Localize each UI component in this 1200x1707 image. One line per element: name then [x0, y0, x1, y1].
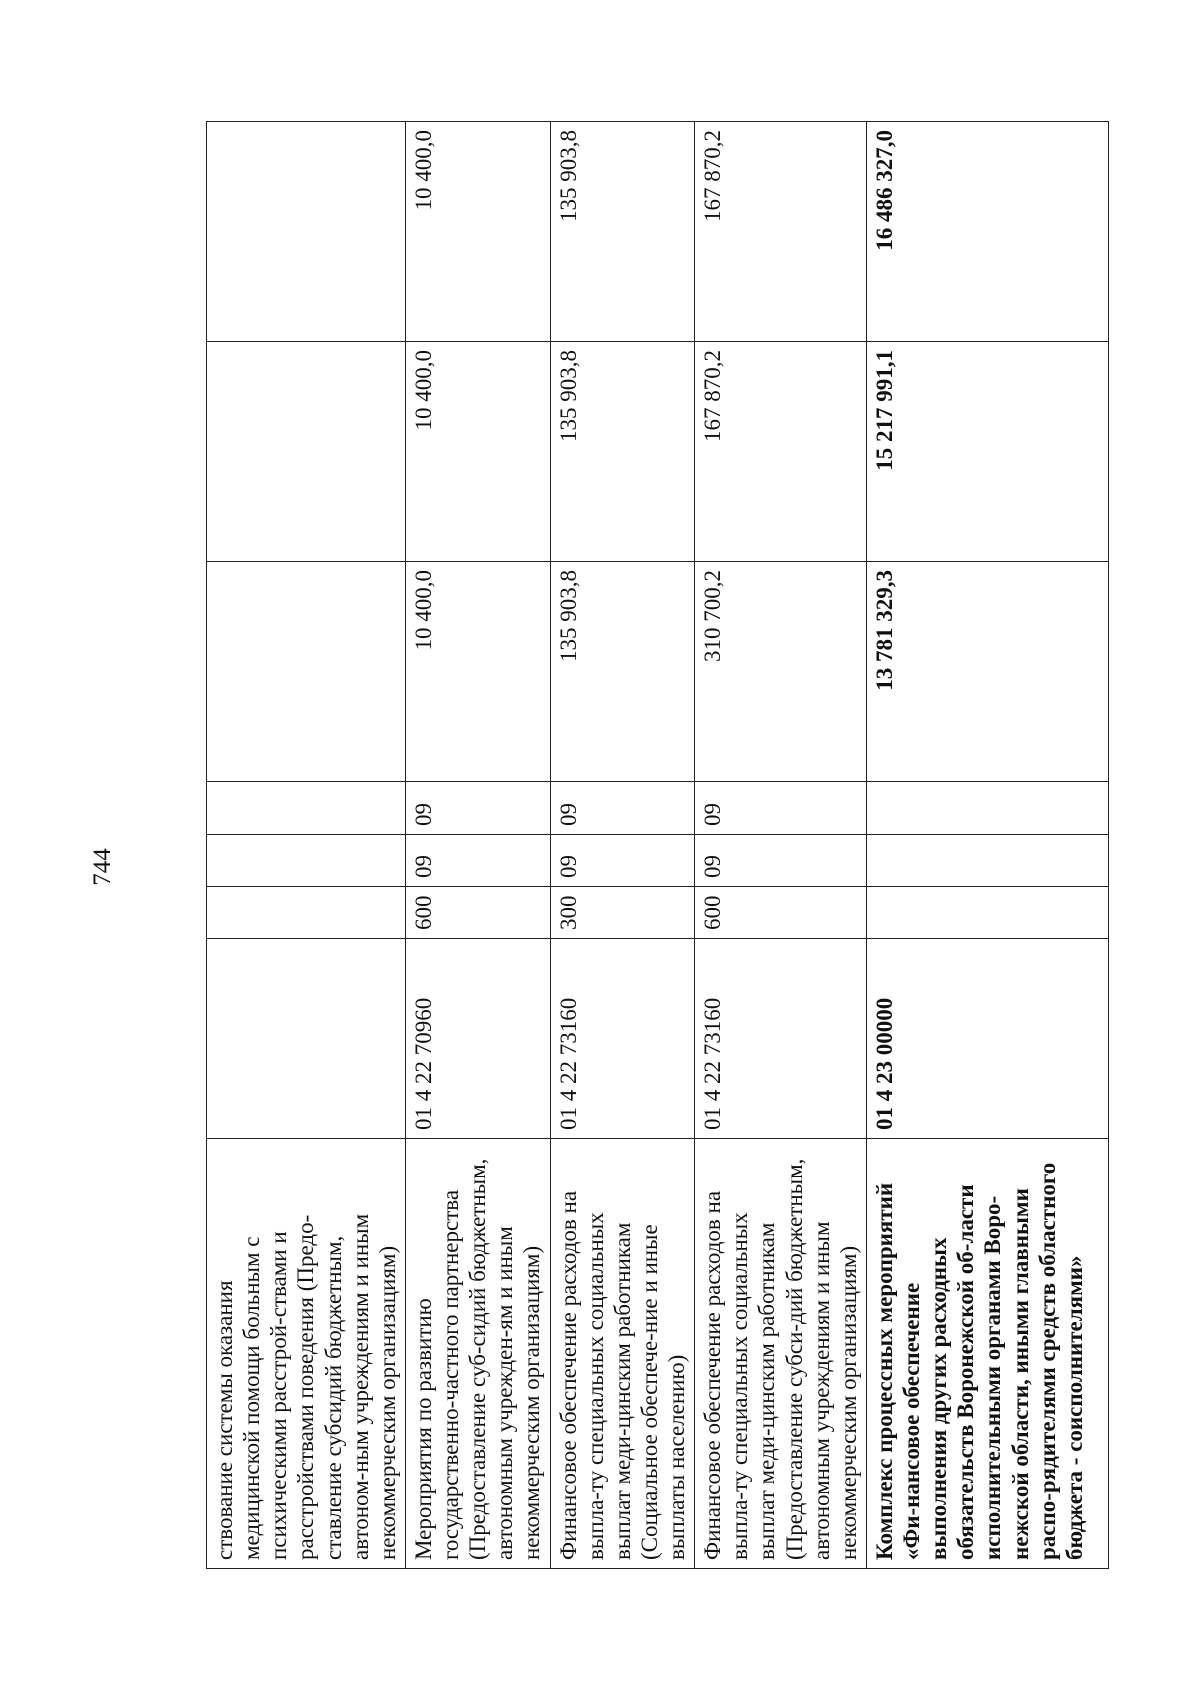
- row-vr: 600: [695, 887, 867, 939]
- row-rz: [866, 835, 1108, 887]
- budget-table: [206, 121, 1109, 1569]
- row-value-2: [207, 342, 406, 562]
- table-row: [866, 122, 1108, 1569]
- row-value-1: 135 903,8: [550, 562, 695, 782]
- row-pr: 09: [405, 782, 550, 835]
- row-vr: [207, 887, 406, 939]
- row-name: Финансовое обеспечение расходов на выпла-ту специальных социальных выплат меди-цинским работникам (Социальное обеспече-ние и иные выплаты населению): [550, 1139, 695, 1569]
- page-number: 744: [89, 848, 116, 886]
- row-code: 01 4 23 00000: [866, 939, 1108, 1139]
- row-vr: 300: [550, 887, 695, 939]
- table-row: [207, 122, 406, 1569]
- rotated-table-wrapper: [206, 122, 1087, 1569]
- row-rz: 09: [695, 835, 867, 887]
- row-name: Мероприятия по развитию государственно-частного партнерства (Предоставление суб-сидий бюджетным, автономным учрежден-ям и иным некоммерческим организациям): [405, 1139, 550, 1569]
- row-rz: [207, 835, 406, 887]
- row-name: Комплекс процессных мероприятий «Фи-нансовое обеспечение выполнения других расходных обязательств Воронежской об-ласти исполнительными органами Воро-нежской области, иными главными распо-рядителями средств областного бюджета - соисполнителями»: [866, 1139, 1108, 1569]
- budget-table-area: [206, 122, 1087, 1569]
- row-value-2: 15 217 991,1: [866, 342, 1108, 562]
- row-value-2: 10 400,0: [405, 342, 550, 562]
- row-value-2: 167 870,2: [695, 342, 867, 562]
- row-code: [207, 939, 406, 1139]
- row-value-2: 135 903,8: [550, 342, 695, 562]
- row-value-1: [207, 562, 406, 782]
- row-name: Финансовое обеспечение расходов на выпла-ту специальных социальных выплат меди-цинским работникам (Предоставление субси-дий бюджетным, автономным учреждениям и иным некоммерческим организациям): [695, 1139, 867, 1569]
- table-row: [550, 122, 695, 1569]
- row-vr: [866, 887, 1108, 939]
- row-code: 01 4 22 73160: [550, 939, 695, 1139]
- row-value-3: 10 400,0: [405, 122, 550, 342]
- row-rz: 09: [405, 835, 550, 887]
- row-value-3: 16 486 327,0: [866, 122, 1108, 342]
- table-row: [695, 122, 867, 1569]
- row-code: 01 4 22 73160: [695, 939, 867, 1139]
- row-name: ствование системы оказания медицинской помощи больным с психическими расстрой-ствами и расстройствами поведения (Предо-ставление субсидий бюджетным, автоном-ным учреждениям и иным некоммерческим организациям): [207, 1139, 406, 1569]
- row-rz: 09: [550, 835, 695, 887]
- row-value-1: 10 400,0: [405, 562, 550, 782]
- row-vr: 600: [405, 887, 550, 939]
- row-pr: [866, 782, 1108, 835]
- row-value-3: 135 903,8: [550, 122, 695, 342]
- row-pr: [207, 782, 406, 835]
- row-pr: 09: [550, 782, 695, 835]
- row-value-1: 310 700,2: [695, 562, 867, 782]
- row-value-3: [207, 122, 406, 342]
- row-value-1: 13 781 329,3: [866, 562, 1108, 782]
- row-code: 01 4 22 70960: [405, 939, 550, 1139]
- table-row: [405, 122, 550, 1569]
- row-pr: 09: [695, 782, 867, 835]
- row-value-3: 167 870,2: [695, 122, 867, 342]
